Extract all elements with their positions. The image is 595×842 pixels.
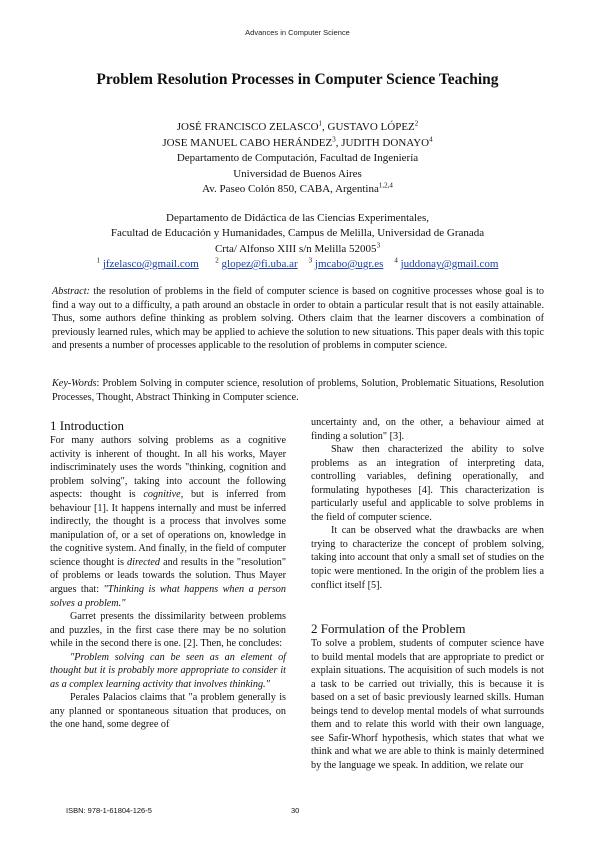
affiliation-line: Departamento de Didáctica de las Ciencias Experimentales, [166,211,429,224]
email-mark: 3 [308,256,313,265]
affiliation-line [40,182,555,198]
block-quote: "Problem solving can be seen as an element of thought but it is probably more appropriate to consider it as a complex learning activity that involves thinking." [50,651,286,690]
author-affil-mark: 2 [414,119,419,128]
author-line-1 [40,120,555,136]
affiliation-line: Departamento de Computación, Facultad de Ingeniería [176,152,419,164]
page-number: 30 [291,806,300,815]
author-name: , GUSTAVO LÓPEZ [322,121,415,133]
keywords-text: : Problem Solving in computer science, resolution of problems, Solution, Problematic Situations, Resolution Processes, Thought, Abstract Thinking in Computer science. [52,378,544,403]
affiliation-text: Crta/ Alfonso XIII s/n Melilla 52005 [214,242,377,255]
paragraph-text: , but is inferred from behaviour [1]. It happens internally and must be inferred indirectly, the thought is a process that involves some manipulation of, or a set of operations on, knowledge in the cognitive system. And finally, in the field of computer science thought is [50,489,286,568]
inline-quote: "Thinking is what happens when a person solves a problem." [50,584,286,609]
email-mark: 4 [394,256,398,265]
left-column [50,418,286,732]
paragraph: uncertainty and, on the other, a behaviour aimed at finding a solution" [3]. [311,417,544,442]
paragraph: To solve a problem, students of computer science have to build mental models that are appropriate to predict or explain situations. The acquisition of such models is not a task to be carried out trivially, this is because it is based on a set of basic previously learned skills. Human beings tend to develop mental models of what surrounds them and to relate this world with their own language, see Safir-Whorf hypothesis, which states that what we think and what we are able to think is mainly determined by the language we speak. In addition, we relate our [311,638,544,772]
email-link[interactable]: juddonay@gmail.com [400,258,499,270]
keywords-label: Key-Words [52,378,97,389]
affiliation-line: Facultad de Educación y Humanidades, Campus de Melilla, Universidad de Granada [110,227,485,239]
paragraph: Shaw then characterized the ability to solve problems as an integration of interpreting data, controlling variables, defining operationally, and formulating hypotheses [4]. This characterization is particularly useful and applicable to solve problems in the field of computer science. [311,444,544,523]
author-name: JOSE MANUEL CABO HERÁNDEZ [162,136,333,149]
author-name: , JUDITH DONAYO [335,136,430,149]
author-affil-mark: 3 [332,134,336,143]
section-heading: 1 Introduction [50,418,125,433]
affiliation-text: Av. Paseo Colón 850, CABA, Argentina [202,183,379,195]
paragraph-text: and results in the "resolution" of problems or leads towards the solution. Thus Mayer argues that: [50,556,286,596]
footer-isbn: ISBN: 978-1-61804-126-5 [66,806,152,815]
affiliation-line [40,242,555,258]
journal-header: Advances in Computer Science [245,28,350,37]
keywords [52,377,544,404]
email-link[interactable]: jfzelasco@gmail.com [102,258,199,270]
paragraph: Garret presents the dissimilarity between problems and puzzles, in the first case there may be no solution while in the second there is one. [2]. Then, he concludes: [50,611,286,650]
email-link[interactable]: glopez@fi.uba.ar [221,258,298,270]
abstract [52,285,544,353]
paragraph [50,434,286,610]
affiliation-mark: 3 [376,240,381,249]
author-line-2 [40,136,555,152]
paper-title: Problem Resolution Processes in Computer Science Teaching [96,71,499,88]
affiliation-line: Universidad de Buenos Aires [233,167,362,180]
author-affil-mark: 1 [318,119,323,128]
emphasis-text: directed [127,556,161,568]
paragraph: It can be observed what the drawbacks are when trying to characterize the concept of problem solving, taking into account that only a small set of studies on the topic were mentioned. In the origin of the problem lies a conflict itself [5]. [311,525,544,591]
email-link[interactable]: jmcabo@ugr.es [314,258,384,270]
right-column [311,416,544,773]
abstract-label: Abstract: [52,286,90,297]
author-name: JOSÉ FRANCISCO ZELASCO [176,121,319,133]
email-mark: 2 [215,256,219,265]
section-heading: 2 Formulation of the Problem [311,621,466,637]
abstract-text: the resolution of problems in the field of computer science is based on cognitive processes whose goal is to find a way out to a difficulty, a path around an obstacle in order to obtain a particular result that is not easily attainable. Thus, some authors define thinking as problem solving. Others claim that the learner discovers a combination of previously learned rules, which may be applied to achieve the solution to new situations. This paper deals with this topic and presents a number of processes applicable to the resolution of problems in computer science. [52,286,544,352]
author-block [40,120,555,272]
emphasis-text: cognitive [143,489,181,501]
paragraph-text: For many authors solving problems as a cognitive activity is inherent of thought. In all his works, Mayer indiscriminately uses the words "thinking, cognition and problem solving", taking into account the following aspects: thought is [50,435,286,501]
author-affil-mark: 4 [429,134,433,143]
affiliation-mark: 1,2,4 [378,181,393,190]
email-list [40,257,555,272]
paragraph: Perales Palacios claims that "a problem generally is any planned or spontaneous situation that produces, on the one hand, some degree of [50,692,286,731]
email-mark: 1 [96,256,101,265]
